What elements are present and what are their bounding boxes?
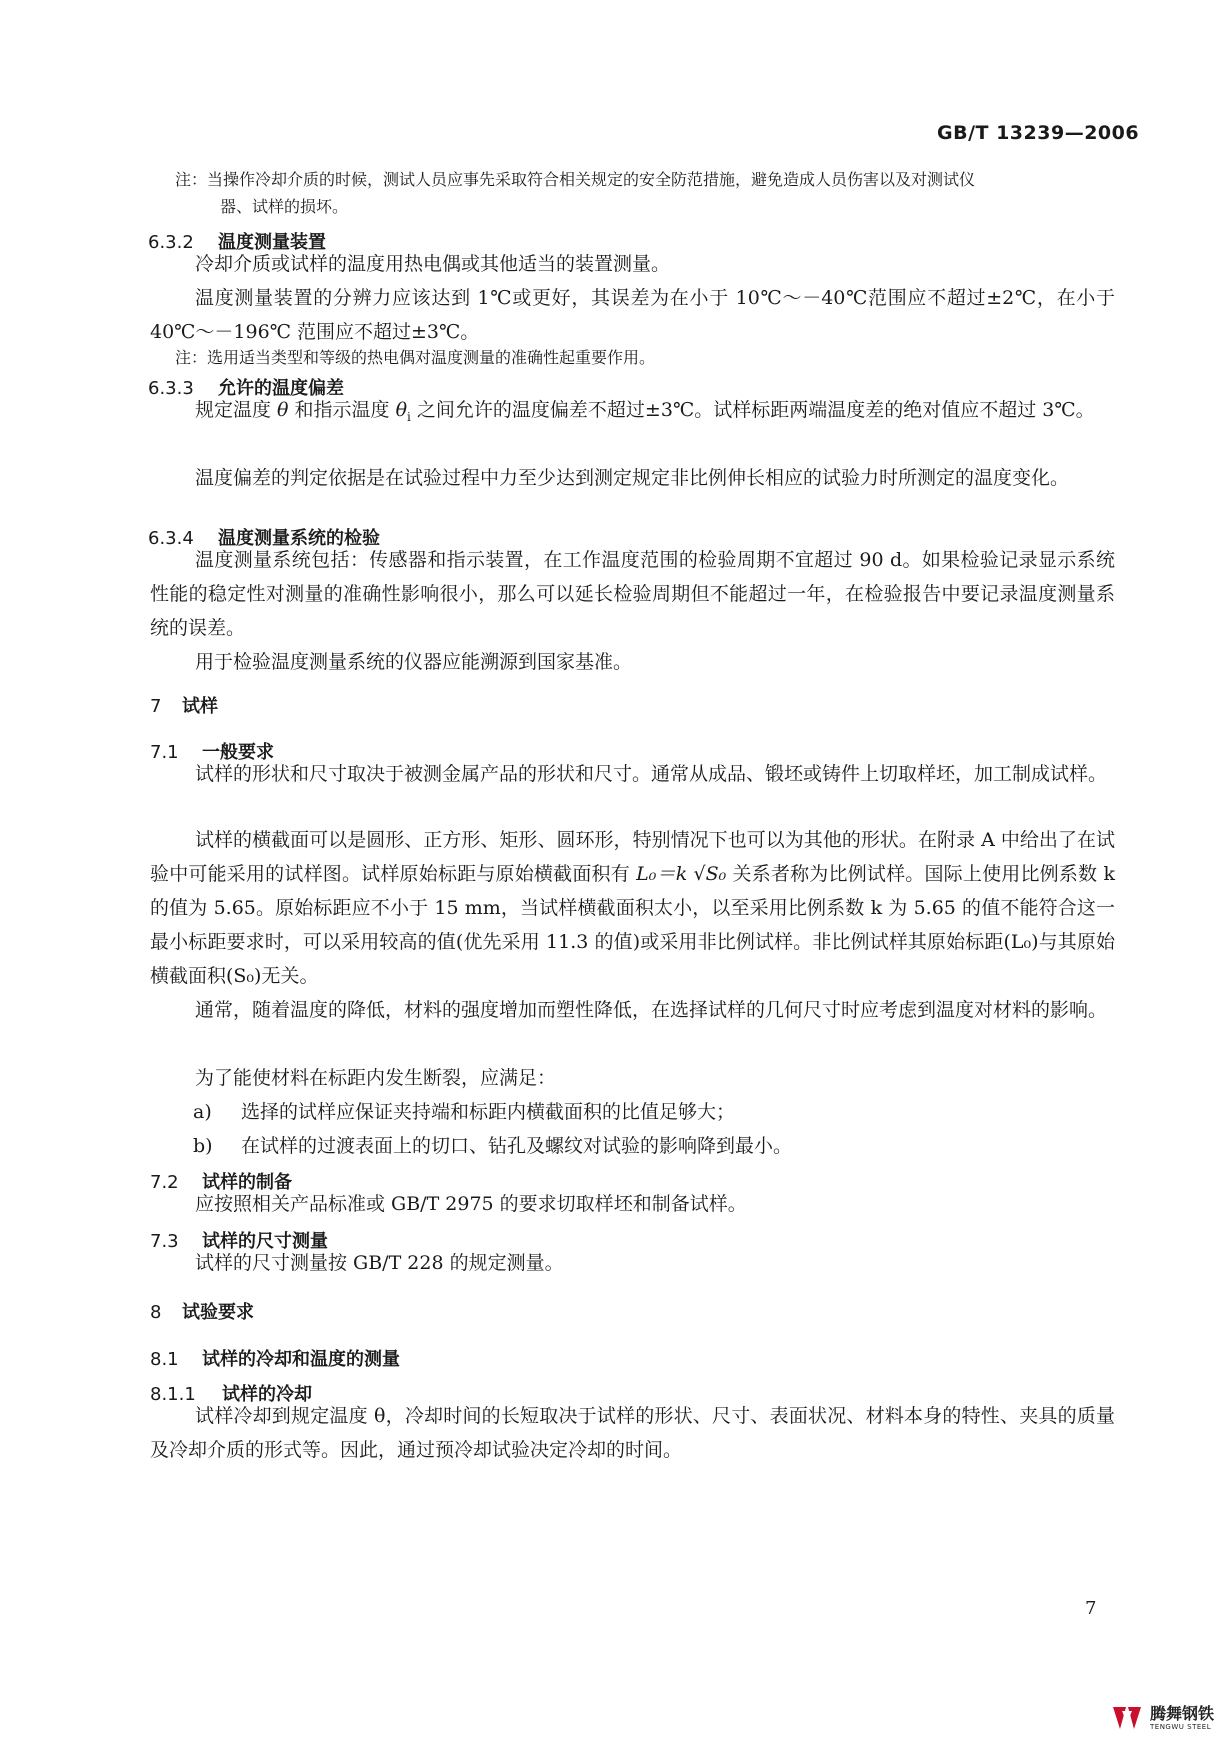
heading-number: 7.3	[150, 1231, 179, 1252]
list-text: 选择的试样应保证夹持端和标距内横截面积的比值足够大；	[241, 1101, 736, 1123]
heading-title: 温度测量装置	[218, 232, 326, 253]
tengwu-logo	[1110, 1703, 1214, 1733]
tengwu-logo-icon	[1110, 1703, 1144, 1733]
paragraph: 通常，随着温度的降低，材料的强度增加而塑性降低，在选择试样的几何尺寸时应考虑到温度对材料的影响。	[195, 999, 1108, 1021]
heading-title: 试样	[182, 696, 218, 717]
heading-title: 温度测量系统的检验	[218, 528, 380, 549]
logo-text-cn: 腾舞钢铁	[1150, 1703, 1215, 1723]
paragraph: 试样冷却到规定温度 θ，冷却时间的长短取决于试样的形状、尺寸、表面状况、材料本身的特性、夹具的质量及冷却介质的形式等。因此，通过预冷却试验决定冷却的时间。	[150, 1405, 1115, 1461]
symbol-theta: θ	[277, 399, 289, 421]
heading-number: 6.3.4	[148, 528, 194, 549]
paragraph: 温度测量装置的分辨力应该达到 1℃或更好，其误差为在小于 10℃～－40℃范围应不超过±2℃，在小于 40℃～－196℃ 范围应不超过±3℃。	[150, 287, 1115, 343]
heading-number: 7.1	[150, 742, 179, 763]
heading-number: 8	[150, 1302, 162, 1323]
heading-number: 6.3.2	[148, 232, 194, 253]
heading-number: 8.1	[150, 1349, 179, 1370]
heading-number: 6.3.3	[148, 378, 194, 399]
heading-8	[150, 1298, 254, 1324]
heading-title: 允许的温度偏差	[218, 378, 344, 399]
page-number: 7	[1085, 1598, 1097, 1619]
text: 规定温度	[195, 399, 278, 421]
heading-number: 7	[150, 696, 162, 717]
formula: L₀＝k √S₀	[636, 863, 727, 885]
heading-title: 试样的冷却	[222, 1384, 312, 1405]
heading-number: 8.1.1	[150, 1384, 196, 1405]
paragraph	[150, 823, 1115, 993]
paragraph: 试样的形状和尺寸取决于被测金属产品的形状和尺寸。通常从成品、锻坯或铸件上切取样坯，加工制成试样。	[195, 763, 1108, 785]
paragraph: 应按照相关产品标准或 GB/T 2975 的要求切取样坯和制备试样。	[195, 1193, 747, 1215]
heading-title: 一般要求	[202, 742, 274, 763]
list-label: a)	[193, 1101, 212, 1123]
note-safety	[175, 166, 1117, 220]
text: 之间允许的温度偏差不超过±3℃。试样标距两端温度差的绝对值应不超过 3℃。	[410, 399, 1095, 421]
paragraph: 为了能使材料在标距内发生断裂，应满足：	[195, 1067, 557, 1089]
text: 试样的横截面可以是圆形、正方形、矩形、圆环形，特别情况下也可以为其他的形状。在附录 A 中给出了在试验中可能采用的试样图。试样原始标距与原始横截面积有	[150, 829, 1115, 885]
note-safety-line2: 器、试样的损坏。	[220, 197, 349, 216]
heading-7	[150, 692, 218, 718]
paragraph: 试样的尺寸测量按 GB/T 228 的规定测量。	[195, 1252, 564, 1274]
heading-title: 试样的尺寸测量	[202, 1231, 328, 1252]
note-safety-line1: 注：当操作冷却介质的时候，测试人员应事先采取符合相关规定的安全防范措施，避免造成人员伤害以及对测试仪	[175, 170, 976, 189]
heading-title: 试样的制备	[202, 1172, 292, 1193]
paragraph: 温度测量系统包括：传感器和指示装置，在工作温度范围的检验周期不宜超过 90 d。如果检验记录显示系统性能的稳定性对测量的准确性影响很小，那么可以延长检验周期但不能超过一年，在检验报告中要记录温度测量系统的误差。	[150, 549, 1115, 639]
list-text: 在试样的过渡表面上的切口、钻孔及螺纹对试验的影响降到最小。	[241, 1135, 793, 1157]
paragraph	[150, 393, 1115, 434]
text: 和指示温度	[288, 399, 396, 421]
symbol-theta-i: θ	[395, 399, 408, 421]
text: 关系者称为比例试样。国际上使用比例系数 k 的值为 5.65。原始标距应不小于 15 mm，当试样横截面积太小，以至采用比例系数 k 为 5.65 的值不能符合这一最小标距要求时，可以采用较高的值(优先采用 11.3 的值)或采用非比例试样。非比例试样其原始标距(L₀)与其原始横截面积(S₀)无关。	[150, 863, 1116, 987]
logo-text-en: TENGWU STEEL	[1150, 1722, 1212, 1731]
note-thermocouple: 注：选用适当类型和等级的热电偶对温度测量的准确性起重要作用。	[175, 348, 656, 367]
paragraph: 冷却介质或试样的温度用热电偶或其他适当的装置测量。	[195, 253, 671, 275]
subscript: i	[407, 409, 411, 424]
list-item	[193, 1095, 1113, 1129]
paragraph: 温度偏差的判定依据是在试验过程中力至少达到测定规定非比例伸长相应的试验力时所测定的温度变化。	[195, 467, 1070, 489]
heading-8-1	[150, 1345, 400, 1371]
list-item	[193, 1129, 1113, 1163]
list-label: b)	[193, 1135, 213, 1157]
paragraph: 用于检验温度测量系统的仪器应能溯源到国家基准。	[195, 651, 633, 673]
heading-number: 7.2	[150, 1172, 179, 1193]
heading-title: 试验要求	[182, 1302, 254, 1323]
standard-number: GB/T 13239—2006	[937, 122, 1140, 144]
heading-title: 试样的冷却和温度的测量	[202, 1349, 400, 1370]
